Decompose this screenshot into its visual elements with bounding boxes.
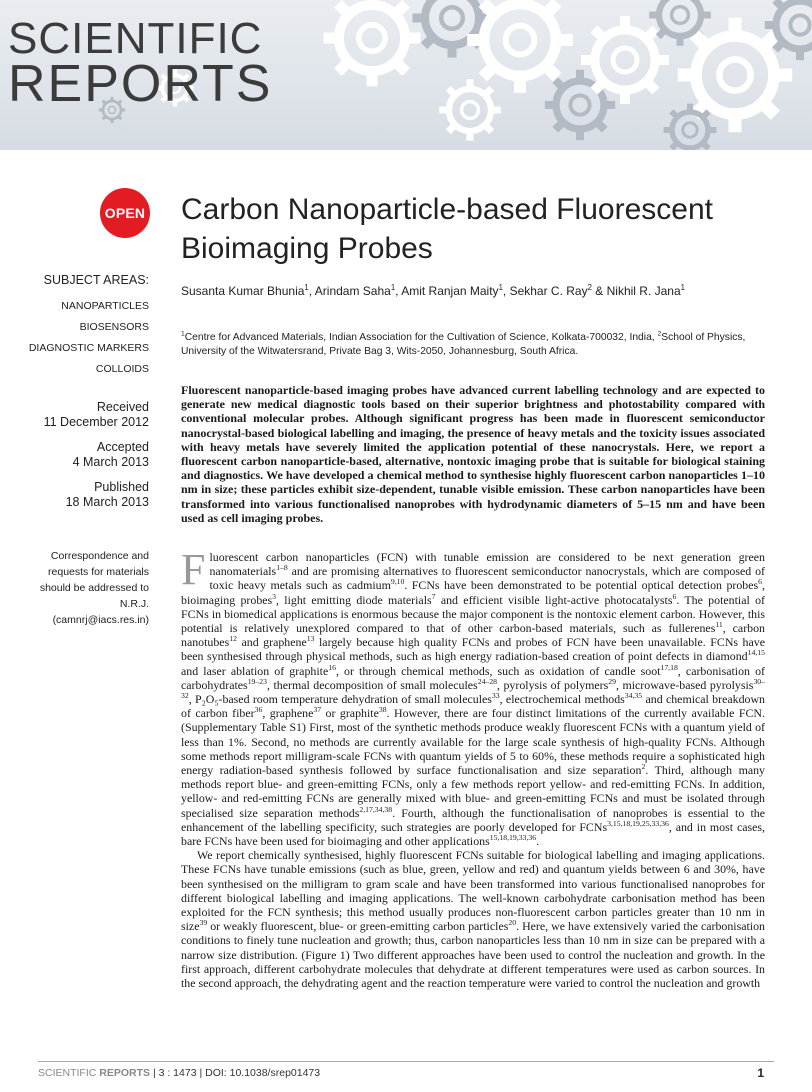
footer-journal-name-a: SCIENTIFIC — [38, 1067, 97, 1079]
subject-link[interactable]: BIOSENSORS — [79, 321, 149, 333]
affiliation-mark-1: 1 — [181, 330, 185, 338]
published-date: 18 March 2013 — [65, 495, 149, 509]
article-dates — [44, 400, 149, 510]
reference-citation[interactable]: 24–28 — [477, 676, 497, 686]
author-name: Arindam Saha — [314, 284, 391, 298]
reference-citation[interactable]: 14,15 — [747, 648, 765, 658]
author-affiliation-mark: 1 — [680, 283, 685, 292]
author-name: Sekhar C. Ray — [509, 284, 588, 298]
received-label: Received — [96, 400, 149, 414]
author-name: Susanta Kumar Bhunia — [181, 284, 305, 298]
reference-citation[interactable]: 20 — [508, 918, 517, 928]
reference-citation[interactable]: 29 — [608, 676, 616, 686]
reference-citation[interactable]: 34,35 — [624, 691, 643, 701]
affiliation-2: School of Physics, University of the Witwatersrand, Private Bag 3, Wits-2050, Johannesburg, South Africa. — [181, 332, 746, 357]
reference-citation[interactable]: 1–8 — [276, 563, 288, 573]
author-affiliation-mark: 1 — [390, 283, 396, 292]
reference-citation[interactable]: 36 — [254, 705, 263, 715]
subject-link[interactable]: NANOPARTICLES — [61, 300, 149, 312]
reference-citation[interactable]: 39 — [199, 918, 208, 928]
reference-citation[interactable]: 19–23 — [247, 676, 267, 686]
footer-divider — [38, 1061, 774, 1062]
correspondence-note: Correspondence and requests for materials should be addressed to N.R.J. (camnrj@iacs.res.in) — [39, 550, 149, 626]
reference-citation[interactable]: 2,17,34,38 — [359, 804, 393, 814]
reference-citation[interactable]: 6 — [758, 577, 763, 587]
reference-citation[interactable]: 15,18,19,33,36 — [489, 833, 537, 843]
reference-citation[interactable]: 11 — [715, 620, 723, 630]
footer-doi[interactable]: | 3 : 1473 | DOI: 10.1038/srep01473 — [150, 1067, 321, 1079]
affiliation-1: Centre for Advanced Materials, Indian Association for the Cultivation of Science, Kolkata-700032, India, — [184, 332, 658, 343]
author-name: Nikhil R. Jana — [606, 284, 681, 298]
reference-citation[interactable]: 30–32 — [181, 676, 766, 701]
footer-journal-name-b: REPORTS — [99, 1067, 151, 1079]
page-number: 1 — [757, 1066, 764, 1080]
abstract: Fluorescent nanoparticle-based imaging probes have advanced current labelling technology and are expected to generate new medical diagnostic tools based on their superior brightness and photostability compared with conventional molecular probes. Although significant progress has been made in fluorescent semiconductor nanocrystal-based biological labelling and imaging, the presence of heavy metals and the toxicity issues associated with heavy metals have severely limited the application potential of these nanocrystals. Here, we report a fluorescent carbon nanoparticle-based, alternative, nontoxic imaging probe that is suitable for biological staining and diagnostics. We have developed a chemical method to synthesise highly fluorescent carbon nanoparticles 1–10 nm in size; these particles exhibit size-dependent, tunable visible emission. These carbon nanoparticles have been transformed into various functionalised nanoprobes with hydrodynamic diameters of 5–15 nm and have been used as cell imaging probes. — [181, 383, 765, 525]
affiliations — [181, 331, 781, 359]
subject-areas-list — [29, 296, 149, 380]
journal-logo-line2: REPORTS — [8, 55, 273, 113]
article-title: Carbon Nanoparticle-based Fluorescent Bioimaging Probes — [181, 193, 713, 265]
article-body — [181, 545, 766, 991]
reference-citation[interactable]: 3 — [272, 591, 277, 601]
footer-citation — [38, 1067, 320, 1079]
reference-citation[interactable]: 7 — [431, 591, 436, 601]
author-affiliation-mark: 2 — [587, 283, 592, 292]
reference-citation[interactable]: 13 — [306, 634, 315, 644]
reference-citation[interactable]: 2 — [641, 762, 646, 772]
reference-citation[interactable]: 37 — [313, 705, 322, 715]
subject-areas-heading: SUBJECT AREAS: — [43, 273, 149, 287]
received-date: 11 December 2012 — [43, 415, 149, 429]
reference-citation[interactable]: 3,15,18,19,25,33,36 — [607, 818, 669, 828]
reference-citation[interactable]: 16 — [328, 662, 336, 672]
subject-link[interactable]: DIAGNOSTIC MARKERS — [28, 342, 149, 354]
dropcap-letter: F — [181, 545, 206, 594]
open-access-badge: OPEN — [100, 188, 150, 238]
published-label: Published — [94, 480, 149, 494]
reference-citation[interactable]: 33 — [491, 691, 500, 701]
author-list: Susanta Kumar Bhunia$^1$, Arindam Saha$^1$, Amit Ranjan Maity$^1$, Sekhar C. Ray$^2$ & Nikhil R. Jana$^1$ — [181, 283, 685, 298]
accepted-date: 4 March 2013 — [72, 455, 149, 469]
journal-logo-line1: SCIENTIFIC — [8, 14, 263, 63]
subject-link[interactable]: COLLOIDS — [95, 363, 149, 375]
body-paragraph: We report chemically synthesised, highly fluorescent FCNs suitable for biological labelling and imaging applications. These FCNs have tunable emissions (such as blue, green, yellow and red) and quantum yields between 6 and 30%, have been synthesised on the milligram to gram scale and have been transformed into various functionalised nanoprobes for different biological labelling and imaging applications. The well-known carbohydrate carbonisation method has been exploited for the FCN synthesis; this method usually produces non-fluorescent carbon particles greater than 10 nm in size$^{39}$ or weakly fluorescent, blue- or green-emitting carbon particles$^{20}$. Here, we have extensively varied the carbonisation conditions to finely tune nucleation and growth; thus, carbon nanoparticles less than 10 nm in size can be prepared with a narrow size distribution. (Figure 1) Two different approaches have been used to control the nucleation and growth. In the first approach, different carbohydrate molecules that dehydrate at different temperatures were used as carbon sources. In the second approach, the dehydrating agent and the reaction temperature were varied to control the nucleation and growth — [181, 848, 765, 991]
author-affiliation-mark: 1 — [304, 283, 309, 292]
reference-citation[interactable]: 12 — [229, 634, 237, 644]
author-name: Amit Ranjan Maity — [401, 284, 499, 298]
journal-header-banner — [0, 0, 812, 150]
affiliation-mark-2: 2 — [657, 330, 662, 338]
accepted-label: Accepted — [96, 440, 149, 454]
reference-citation[interactable]: 38 — [378, 705, 387, 715]
reference-citation[interactable]: 6 — [672, 591, 677, 601]
reference-citation[interactable]: 9,10 — [390, 577, 405, 587]
reference-citation[interactable]: 17,18 — [660, 662, 678, 672]
author-affiliation-mark: 1 — [498, 283, 503, 292]
body-paragraph: Fluorescent carbon nanoparticles (FCN) with tunable emission are considered to be next generation green nanomaterials$^{1-8}$ and are promising alternatives to fluorescent semiconductor nanocrystals, which are composed of toxic heavy metals such as cadmium$^{9,10}$. FCNs have been demonstrated to be potential optical detection probes$^6$, bioimaging probes$^3$, light emitting diode materials$^7$ and efficient visible light-active photocatalysts$^6$. The potential of FCNs in biomedical applications is enormous because the major component is the nontoxic element carbon. However, this potential is relatively unexplored compared to that of other carbon-based materials, such as fullerenes$^{11}$, carbon nanotubes$^{12}$ and graphene$^{13}$ largely because high quality FCNs and probes of FCN have been unavailable. FCNs have been synthesised through physical methods, such as high energy radiation-based creation of point defects in diamond$^{14,15}$ and laser ablation of graphite$^{16}$, or through chemical methods, such as oxidation of candle soot$^{17,18}$, carbonisation of carbohydrates$^{19-23}$, thermal decomposition of small molecules$^{24-28}$, pyrolysis of polymers$^{29}$, microwave-based pyrolysis$^{30-32}$, P₂O₅-based room temperature dehydration of small molecules$^{33}$, electrochemical methods$^{34,35}$ and chemical breakdown of carbon fiber$^{36}$, graphene$^{37}$ or graphite$^{38}$. However, there are four distinct limitations of the currently available FCN. (Supplementary Table S1) First, most of the synthetic methods produce weakly fluorescent FCNs with a quantum yield of less than 1%. Second, no methods are currently available for the large scale synthesis of high-quality FCNs. Although some methods report milligram-scale FCNs with quantum yields of 5 to 60%, these methods require a sophisticated high energy radiation-based synthesis followed by surface functionalisation and size separation$^2$. Third, although many methods report blue- and green-emitting FCNs, only a few methods report yellow- and red-emitting FCNs. In addition, yellow- and red-emitting FCNs are generally mixed with blue- and green-emitting FCNs and must be isolated through specialised size separation methods$^{2,17,34,38}$. Fourth, although the functionalisation of nanoprobes is essential to the enhancement of the labelling specificity, such strategies are poorly developed for FCNs$^{3,15,18,19,25,33,36}$, and in most cases, bare FCNs have been used for bioimaging and other applications$^{15,18,19,33,36}$. — [181, 545, 766, 849]
